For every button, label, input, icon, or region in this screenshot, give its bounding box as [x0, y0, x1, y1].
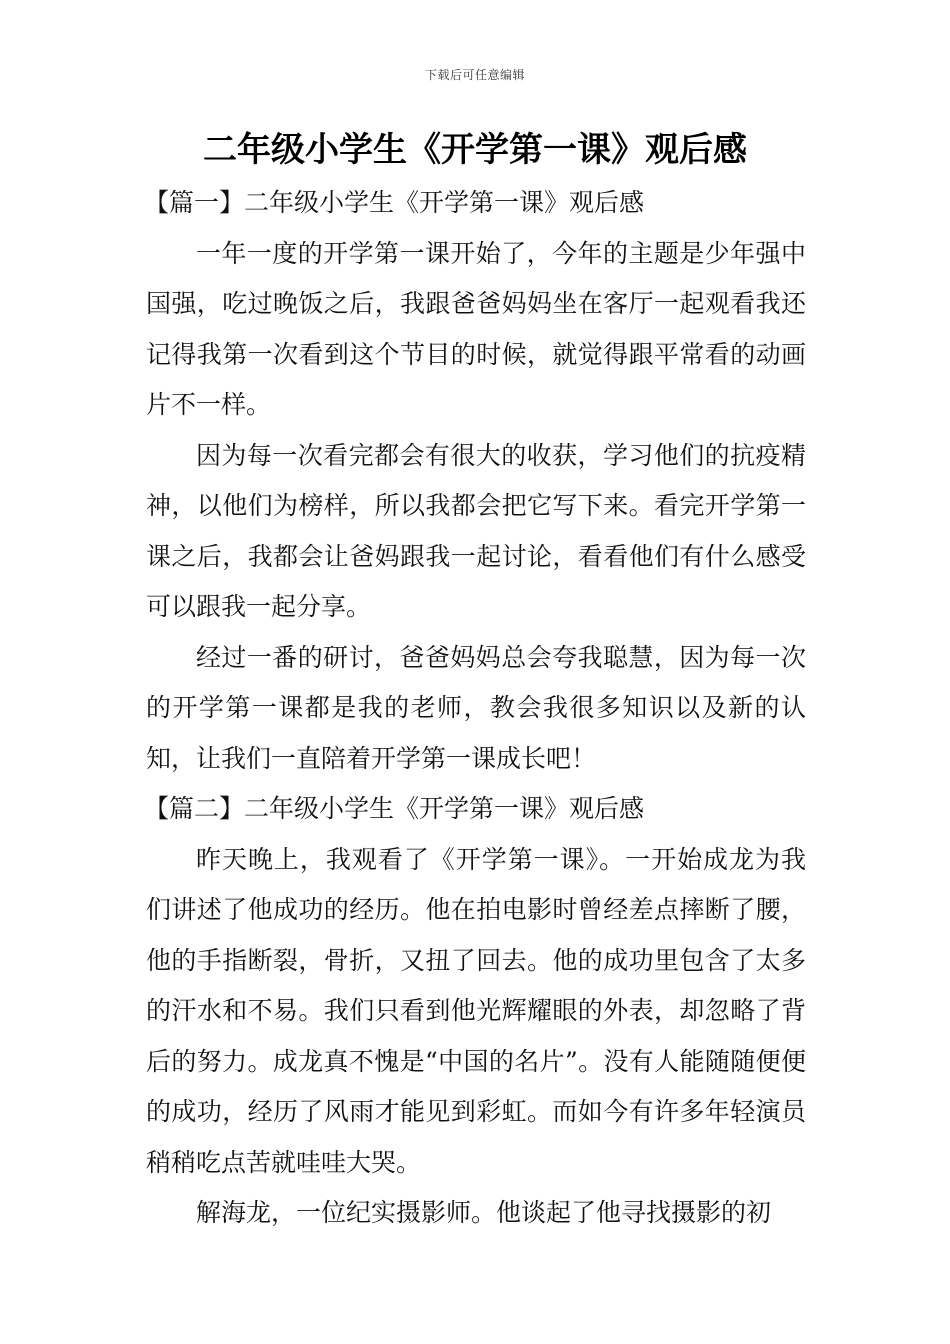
- section-heading-2: 【篇二】二年级小学生《开学第一课》观后感: [144, 794, 645, 823]
- paragraph: 一年一度的开学第一课开始了，今年的主题是少年强中国强，吃过晚饭之后，我跟爸爸妈妈坐在客厅一起观看我还记得我第一次看到这个节目的时候，就觉得跟平常看的动画片不一样。: [146, 238, 806, 419]
- paragraph: 昨天晚上，我观看了《开学第一课》。一开始成龙为我们讲述了他成功的经历。他在拍电影时曾经差点摔断了腰，他的手指断裂，骨折，又扭了回去。他的成功里包含了太多的汗水和不易。我们只看到他光辉耀眼的外表，却忽略了背后的努力。成龙真不愧是“中国的名片”。没有人能随随便便的成功，经历了风雨才能见到彩虹。而如今有许多年轻演员稍稍吃点苦就哇哇大哭。: [146, 844, 806, 1177]
- paragraph: 经过一番的研讨，爸爸妈妈总会夸我聪慧，因为每一次的开学第一课都是我的老师，教会我很多知识以及新的认知，让我们一直陪着开学第一课成长吧！: [146, 642, 806, 773]
- document-body: [146, 178, 806, 1239]
- section-heading-1: 【篇一】二年级小学生《开学第一课》观后感: [144, 188, 645, 217]
- header-note: 下载后可任意编辑: [424, 68, 525, 82]
- document-title: 二年级小学生《开学第一课》观后感: [203, 130, 747, 170]
- paragraph: 因为每一次看完都会有很大的收获，学习他们的抗疫精神，以他们为榜样，所以我都会把它写下来。看完开学第一课之后，我都会让爸妈跟我一起讨论，看看他们有什么感受可以跟我一起分享。: [146, 440, 806, 621]
- paragraph: 解海龙，一位纪实摄影师。他谈起了他寻找摄影的初: [196, 1198, 772, 1227]
